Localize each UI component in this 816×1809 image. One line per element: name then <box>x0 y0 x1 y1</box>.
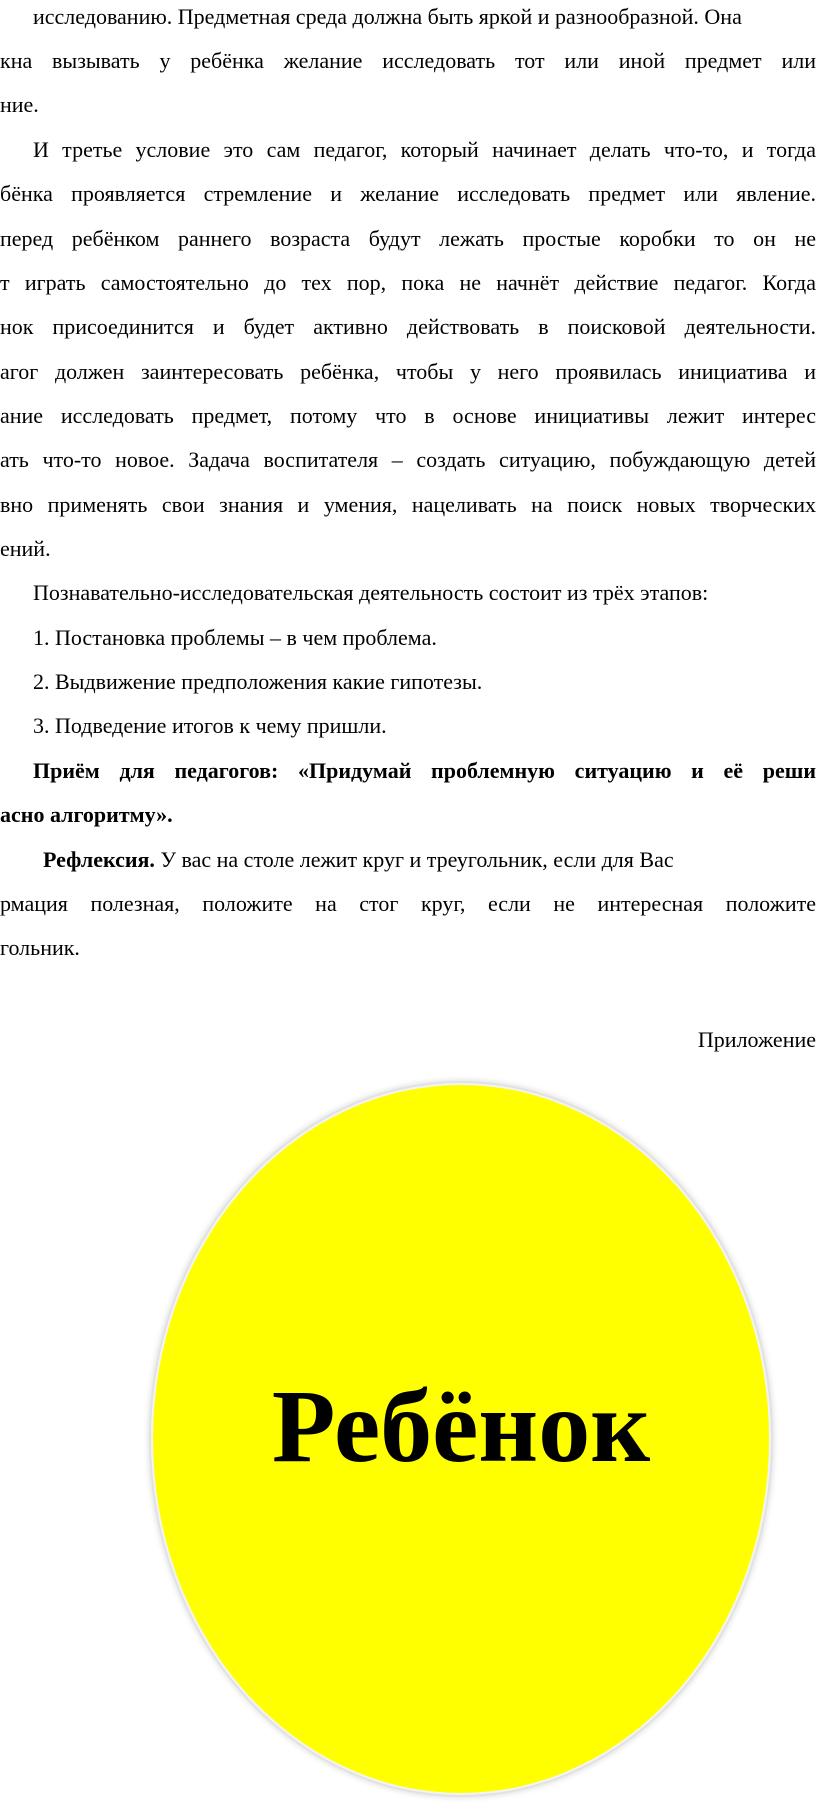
list-item: 3. Подведение итогов к чему пришли. <box>33 713 387 738</box>
paragraph-line: ние. <box>0 92 39 117</box>
paragraph-line: рмация полезная, положите на стог круг, если не интересная положите <box>0 891 816 916</box>
paragraph-line: ений. <box>0 536 51 561</box>
paragraph-line: агог должен заинтересовать ребёнка, чтобы у него проявилась инициатива и <box>0 359 816 384</box>
paragraph-line: ать что-то новое. Задача воспитателя – создать ситуацию, побуждающую детей <box>0 447 816 472</box>
circle-label: Ребёнок <box>271 1369 651 1484</box>
paragraph-line: бёнка проявляется стремление и желание исследовать предмет или явление. <box>0 181 816 206</box>
paragraph-line: т играть самостоятельно до тех пор, пока не начнёт действие педагог. Когда <box>0 270 816 295</box>
paragraph-line: гольник. <box>0 935 80 960</box>
reflection-label: Рефлексия. <box>43 847 155 872</box>
paragraph-line: ание исследовать предмет, потому что в основе инициативы лежит интерес <box>0 403 816 428</box>
reflection-text: У вас на столе лежит круг и треугольник, если для Вас <box>154 847 674 872</box>
appendix-label: Приложение <box>697 1027 816 1052</box>
paragraph-line: перед ребёнком раннего возраста будут лежать простые коробки то он не <box>0 226 816 251</box>
paragraph-line: нок присоединится и будет активно действовать в поисковой деятельности. <box>0 314 816 339</box>
paragraph-line: И третье условие это сам педагог, который начинает делать что-то, и тогда <box>33 137 816 162</box>
list-item: 2. Выдвижение предположения какие гипотезы. <box>33 669 483 694</box>
paragraph-line: Познавательно-исследовательская деятельность состоит из трёх этапов: <box>33 580 709 605</box>
paragraph-line: кна вызывать у ребёнка желание исследовать тот или иной предмет или <box>0 48 816 73</box>
bold-heading-line: Приём для педагогов: «Придумай проблемную ситуацию и её реши <box>33 758 816 783</box>
reflection-line <box>43 838 816 882</box>
bold-heading-line: асно алгоритму». <box>0 802 173 827</box>
list-item: 1. Постановка проблемы – в чем проблема. <box>33 625 437 650</box>
paragraph-line: исследованию. Предметная среда должна быть яркой и разнообразной. Она <box>33 4 742 29</box>
paragraph-line: вно применять свои знания и умения, нацеливать на поиск новых творческих <box>0 492 816 517</box>
